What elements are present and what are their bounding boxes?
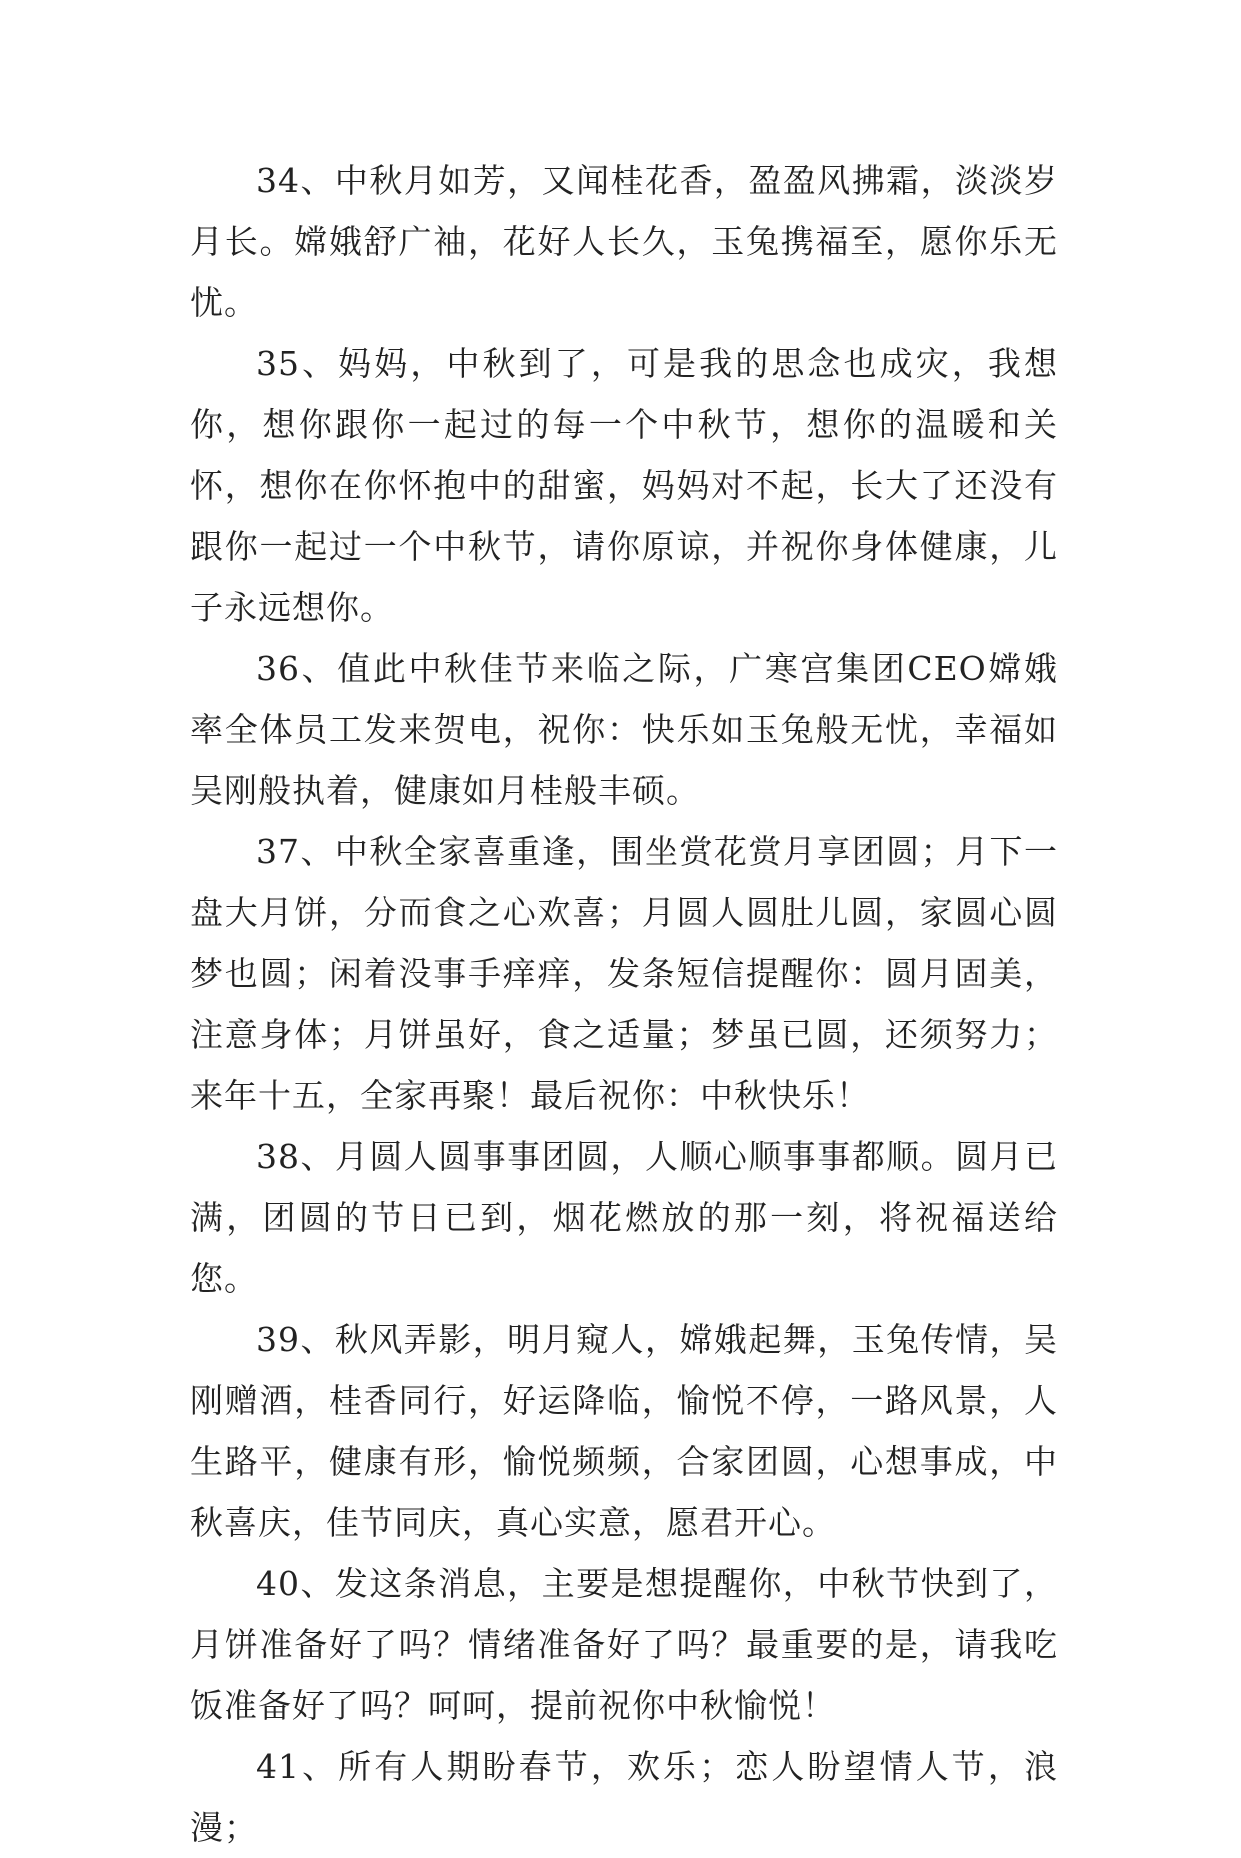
paragraph-35: 35、妈妈，中秋到了，可是我的思念也成灾，我想你，想你跟你一起过的每一个中秋节，想你的温暖和关怀，想你在你怀抱中的甜蜜，妈妈对不起，长大了还没有跟你一起过一个中秋节，请你原谅，并祝你身体健康，儿子永远想你。 <box>190 344 1058 627</box>
paragraph-40: 40、发这条消息，主要是想提醒你，中秋节快到了，月饼准备好了吗？情绪准备好了吗？最重要的是，请我吃饭准备好了吗？呵呵，提前祝你中秋愉悦！ <box>190 1564 1058 1725</box>
document-body <box>190 150 1058 1858</box>
paragraph-36: 36、值此中秋佳节来临之际，广寒宫集团CEO嫦娥率全体员工发来贺电，祝你：快乐如玉兔般无忧，幸福如吴刚般执着，健康如月桂般丰硕。 <box>190 649 1058 810</box>
paragraph-37: 37、中秋全家喜重逢，围坐赏花赏月享团圆；月下一盘大月饼，分而食之心欢喜；月圆人圆肚儿圆，家圆心圆梦也圆；闲着没事手痒痒，发条短信提醒你：圆月固美，注意身体；月饼虽好，食之适量；梦虽已圆，还须努力；来年十五，全家再聚！最后祝你：中秋快乐！ <box>190 832 1058 1115</box>
paragraph-41: 41、所有人期盼春节，欢乐；恋人盼望情人节，浪漫； <box>190 1747 1058 1847</box>
paragraph-34: 34、中秋月如芳，又闻桂花香，盈盈风拂霜，淡淡岁月长。嫦娥舒广袖，花好人长久，玉兔携福至，愿你乐无忧。 <box>190 161 1058 322</box>
paragraph-38: 38、月圆人圆事事团圆，人顺心顺事事都顺。圆月已满，团圆的节日已到，烟花燃放的那一刻，将祝福送给您。 <box>190 1137 1058 1298</box>
paragraph-39: 39、秋风弄影，明月窥人，嫦娥起舞，玉兔传情，吴刚赠酒，桂香同行，好运降临，愉悦不停，一路风景，人生路平，健康有形，愉悦频频，合家团圆，心想事成，中秋喜庆，佳节同庆，真心实意，愿君开心。 <box>190 1320 1058 1542</box>
